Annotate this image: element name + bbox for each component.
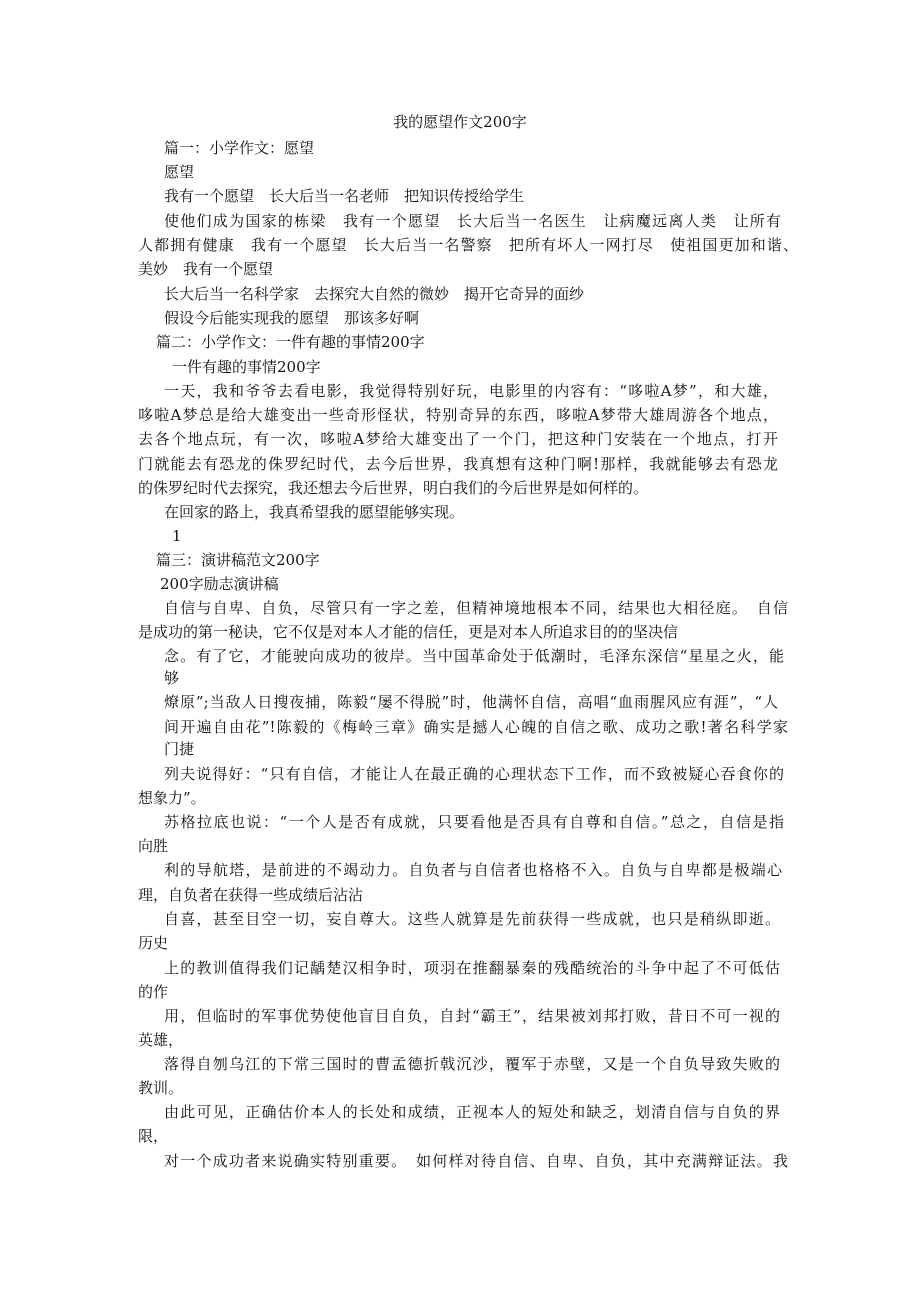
paragraph-line: 苏格拉底也说：“一个人是否有成就，只要看他是否具有自尊和自信。”总之，自信是指: [164, 813, 784, 831]
paragraph-line: 假设今后能实现我的愿望 那该多好啊: [164, 309, 420, 327]
section-heading: 篇二：小学作文：一件有趣的事情200字: [156, 333, 425, 351]
section-heading: 篇三：演讲稿范文200字: [156, 551, 320, 569]
paragraph-line: 利的导航塔，是前进的不竭动力。自负者与自信者也格格不入。自负与自卑都是极端心: [164, 861, 782, 879]
paragraph-line: 的作: [138, 983, 169, 1001]
paragraph-line: 用，但临时的军事优势使他盲目自负，自封“霸王”，结果被刘邦打败，昔日不可一视的: [164, 1007, 780, 1025]
paragraph-line: 燎原”;当敌人日搜夜捕，陈毅“屡不得脱”时，他满怀自信，高唱“血雨腥风应有涯”，“人: [164, 693, 778, 711]
subtitle: 愿望: [164, 163, 195, 181]
paragraph-line: 限，: [138, 1127, 169, 1145]
subtitle: 200字励志演讲稿: [160, 575, 279, 593]
paragraph-line: 哆啦A梦总是给大雄变出一些奇形怪状，特别奇异的东西，哆啦A梦带大雄周游各个地点，: [138, 406, 778, 424]
paragraph-line: 门捷: [164, 740, 195, 758]
paragraph-line: 历史: [138, 934, 169, 952]
paragraph-line: 使他们成为国家的栋梁 我有一个愿望 长大后当一名医生 让病魔远离人类 让所有: [164, 212, 781, 230]
paragraph-line: 够: [164, 669, 180, 687]
subtitle: 一件有趣的事情200字: [172, 358, 321, 376]
paragraph-line: 是成功的第一秘诀，它不仅是对本人才能的信任，更是对本人所追求目的的坚决信: [138, 623, 679, 641]
paragraph-line: 一天，我和爷爷去看电影，我觉得特别好玩，电影里的内容有：“哆啦A梦”，和大雄，: [164, 382, 778, 400]
paragraph-line: 念。有了它，才能驶向成功的彼岸。当中国革命处于低潮时，毛泽东深信“星星之火，能: [164, 647, 784, 665]
paragraph-line: 自喜，甚至目空一切，妄自尊大。这些人就算是先前获得一些成就，也只是稍纵即逝。: [164, 910, 780, 928]
paragraph-line: 美妙 我有一个愿望: [138, 260, 274, 278]
paragraph-line: 长大后当一名科学家 去探究大自然的微妙 揭开它奇异的面纱: [164, 285, 585, 303]
section-heading: 篇一：小学作文：愿望: [164, 139, 315, 157]
paragraph-line: 教训。: [138, 1079, 184, 1097]
paragraph-line: 落得自刎乌江的下常三国时的曹孟德折戟沉沙，覆军于赤壁，又是一个自负导致失败的: [164, 1055, 780, 1073]
paragraph-line: 由此可见，正确估价本人的长处和成绩，正视本人的短处和缺乏，划清自信与自负的界: [164, 1103, 780, 1121]
page-number: 1: [172, 527, 182, 545]
paragraph-line: 英雄，: [138, 1031, 184, 1049]
paragraph-line: 人都拥有健康 我有一个愿望 长大后当一名警察 把所有坏人一网打尽 使祖国更加和谐、: [138, 236, 798, 254]
paragraph-line: 理，自负者在获得一些成绩后沾沾: [138, 886, 364, 904]
paragraph-line: 门就能去有恐龙的侏罗纪时代，去今后世界，我真想有这种门啊!那样，我就能够去有恐龙: [138, 455, 778, 473]
paragraph-line: 对一个成功者来说确实特别重要。 如何样对待自信、自卑、自负，其中充满辩证法。我: [164, 1152, 788, 1170]
paragraph-line: 间开遍自由花”!陈毅的《梅岭三章》确实是撼人心魄的自信之歌、成功之歌!著名科学家: [164, 718, 788, 736]
paragraph-line: 想象力”。: [138, 789, 206, 807]
paragraph-line: 我有一个愿望 长大后当一名老师 把知识传授给学生: [164, 187, 525, 205]
paragraph-line: 的侏罗纪时代去探究，我还想去今后世界，明白我们的今后世界是如何样的。: [138, 479, 649, 497]
paragraph-line: 在回家的路上，我真希望我的愿望能够实现。: [164, 503, 465, 521]
paragraph-line: 自信与自卑、自负，尽管只有一字之差，但精神境地根本不同，结果也大相径庭。 自信: [164, 599, 788, 617]
paragraph-line: 向胜: [138, 837, 169, 855]
document-title: 我的愿望作文200字: [393, 113, 527, 131]
paragraph-line: 去各个地点玩，有一次，哆啦A梦给大雄变出了一个门，把这种门安装在一个地点，打开: [138, 430, 778, 448]
paragraph-line: 上的教训值得我们记龋楚汉相争时，项羽在推翻暴秦的残酷统治的斗争中起了不可低估: [164, 959, 780, 977]
paragraph-line: 列夫说得好：“只有自信，才能让人在最正确的心理状态下工作，而不致被疑心吞食你的: [164, 765, 784, 783]
